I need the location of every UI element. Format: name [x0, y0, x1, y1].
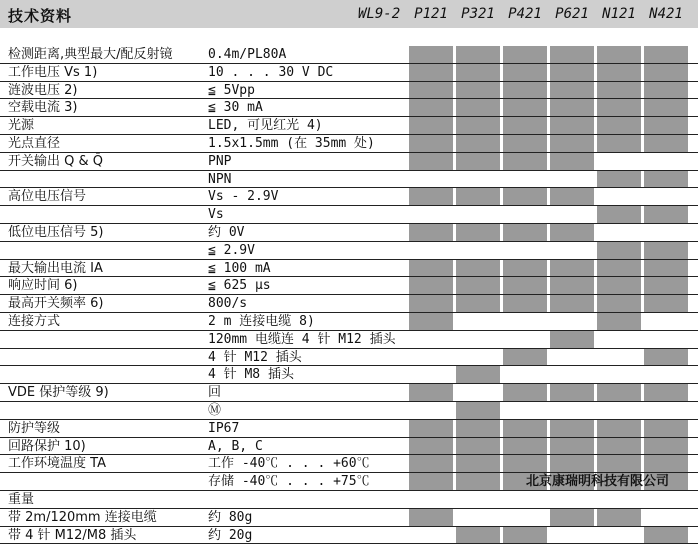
availability-cell [644, 366, 688, 384]
availability-cell [550, 420, 594, 438]
table-row [0, 402, 698, 420]
availability-cell [550, 527, 594, 544]
availability-cell [456, 420, 500, 438]
availability-cell [456, 295, 500, 313]
table-row [0, 438, 698, 456]
availability-cell [503, 349, 547, 367]
availability-cell [550, 509, 594, 527]
row-value: 工作 -40℃ . . . +60℃ [208, 456, 370, 472]
availability-cell [456, 117, 500, 135]
row-label: 响应时间 6) [8, 278, 78, 294]
availability-cell [409, 135, 453, 153]
row-label: 工作环境温度 TA [8, 456, 106, 472]
availability-cell [409, 224, 453, 242]
availability-cell [503, 171, 547, 189]
availability-cell [597, 153, 641, 171]
row-label: 带 2m/120mm 连接电缆 [8, 509, 157, 525]
availability-cell [597, 99, 641, 117]
availability-cell [456, 527, 500, 544]
availability-cell [644, 349, 688, 367]
availability-cell [550, 171, 594, 189]
availability-cell [644, 402, 688, 420]
table-row [0, 99, 698, 117]
column-header: P621 [555, 6, 589, 22]
table-row [0, 491, 698, 509]
availability-cell [550, 349, 594, 367]
availability-cell [456, 82, 500, 100]
table-row [0, 313, 698, 331]
row-value: ≦ 2.9V [208, 242, 255, 258]
availability-cell [550, 277, 594, 295]
row-value: 存储 -40℃ . . . +75℃ [208, 474, 370, 490]
table-row [0, 366, 698, 384]
availability-cell [409, 349, 453, 367]
availability-cell [644, 117, 688, 135]
table-header [0, 0, 698, 28]
table-row [0, 46, 698, 64]
table-row [0, 260, 698, 278]
availability-cell [503, 99, 547, 117]
availability-cell [456, 349, 500, 367]
availability-cell [409, 491, 453, 509]
availability-cell [644, 313, 688, 331]
availability-cell [409, 473, 453, 491]
availability-cell [409, 313, 453, 331]
availability-cell [597, 491, 641, 509]
availability-cell [503, 277, 547, 295]
availability-cell [597, 206, 641, 224]
row-value: A, B, C [208, 438, 263, 454]
table-row [0, 135, 698, 153]
availability-cell [409, 188, 453, 206]
availability-cell [503, 420, 547, 438]
row-value: 约 20g [208, 527, 253, 543]
availability-cell [550, 402, 594, 420]
availability-cell [503, 331, 547, 349]
availability-cell [456, 455, 500, 473]
availability-cell [550, 366, 594, 384]
availability-cell [503, 491, 547, 509]
availability-cell [597, 224, 641, 242]
availability-cell [456, 402, 500, 420]
availability-cell [503, 153, 547, 171]
table-row [0, 384, 698, 402]
availability-cell [644, 46, 688, 64]
table-row [0, 295, 698, 313]
availability-cell [644, 171, 688, 189]
availability-cell [550, 438, 594, 456]
availability-cell [550, 46, 594, 64]
row-label: 光源 [8, 118, 35, 134]
table-row [0, 509, 698, 527]
availability-cell [503, 242, 547, 260]
availability-cell [550, 295, 594, 313]
availability-cell [644, 135, 688, 153]
availability-cell [550, 99, 594, 117]
availability-cell [456, 224, 500, 242]
availability-cell [456, 135, 500, 153]
availability-cell [409, 64, 453, 82]
availability-cell [550, 224, 594, 242]
availability-cell [409, 366, 453, 384]
row-label: 开关输出 Q & Q̄ [8, 153, 103, 169]
row-value: ≦ 30 mA [208, 100, 263, 116]
availability-cell [597, 188, 641, 206]
availability-cell [503, 295, 547, 313]
availability-cell [597, 527, 641, 544]
column-header: P421 [508, 6, 542, 22]
table-row [0, 331, 698, 349]
availability-cell [644, 420, 688, 438]
availability-cell [503, 64, 547, 82]
row-label: 高位电压信号 [8, 189, 87, 205]
row-value: 2 m 连接电缆 8) [208, 314, 315, 329]
row-value: Ⓜ [208, 403, 222, 418]
availability-cell [409, 117, 453, 135]
availability-cell [550, 135, 594, 153]
table-row [0, 82, 698, 100]
availability-cell [409, 46, 453, 64]
availability-cell [550, 206, 594, 224]
availability-cell [597, 242, 641, 260]
availability-cell [409, 99, 453, 117]
availability-cell [597, 295, 641, 313]
availability-cell [456, 188, 500, 206]
row-label: 低位电压信号 5) [8, 225, 104, 240]
availability-cell [409, 82, 453, 100]
availability-cell [644, 64, 688, 82]
row-value: Vs [208, 207, 224, 223]
availability-cell [644, 438, 688, 456]
table-row [0, 527, 698, 544]
availability-cell [409, 438, 453, 456]
availability-cell [597, 171, 641, 189]
availability-cell [550, 242, 594, 260]
availability-cell [644, 527, 688, 544]
availability-cell [644, 224, 688, 242]
availability-cell [597, 64, 641, 82]
availability-cell [644, 491, 688, 509]
row-label: 连接方式 [8, 314, 61, 329]
row-value: 800/s [208, 296, 248, 312]
availability-cell [456, 206, 500, 224]
availability-cell [503, 384, 547, 402]
availability-cell [503, 438, 547, 456]
availability-cell [597, 260, 641, 278]
availability-cell [597, 420, 641, 438]
availability-cell [456, 509, 500, 527]
table-row [0, 349, 698, 367]
availability-cell [456, 331, 500, 349]
availability-cell [597, 349, 641, 367]
table-row [0, 153, 698, 171]
availability-cell [550, 313, 594, 331]
availability-cell [597, 366, 641, 384]
availability-cell [456, 171, 500, 189]
row-value: 10 . . . 30 V DC [208, 64, 334, 80]
availability-cell [456, 260, 500, 278]
availability-cell [456, 277, 500, 295]
availability-cell [503, 260, 547, 278]
availability-cell [409, 153, 453, 171]
availability-cell [644, 295, 688, 313]
availability-cell [550, 188, 594, 206]
availability-cell [644, 242, 688, 260]
table-row [0, 206, 698, 224]
table-row [0, 64, 698, 82]
row-label: 检测距离,典型最大/配反射镜 [8, 47, 173, 62]
row-value: PNP [208, 153, 232, 169]
availability-cell [456, 438, 500, 456]
row-value: 120mm 电缆连 4 针 M12 插头 [208, 331, 396, 347]
availability-cell [550, 331, 594, 349]
row-value: ≦ 100 mA [208, 260, 271, 276]
availability-cell [550, 117, 594, 135]
availability-cell [456, 153, 500, 171]
availability-cell [456, 99, 500, 117]
row-label: 工作电压 Vs 1) [8, 64, 98, 80]
column-header: P321 [461, 6, 495, 22]
availability-cell [503, 117, 547, 135]
availability-cell [456, 384, 500, 402]
row-value: 0.4m/PL80A [208, 47, 287, 62]
table-row [0, 188, 698, 206]
availability-cell [409, 206, 453, 224]
row-value: LED, 可见红光 4) [208, 118, 323, 134]
table-row [0, 242, 698, 260]
availability-cell [597, 509, 641, 527]
availability-cell [503, 509, 547, 527]
availability-cell [409, 242, 453, 260]
availability-cell [409, 527, 453, 544]
availability-cell [550, 64, 594, 82]
availability-cell [644, 509, 688, 527]
availability-cell [409, 171, 453, 189]
availability-cell [456, 473, 500, 491]
availability-cell [597, 384, 641, 402]
availability-cell [597, 82, 641, 100]
row-label: 最高开关频率 6) [8, 296, 104, 312]
availability-cell [409, 402, 453, 420]
availability-cell [503, 135, 547, 153]
column-header: N121 [602, 6, 636, 22]
availability-cell [409, 509, 453, 527]
row-value: 回 [208, 385, 222, 401]
table-row [0, 277, 698, 295]
row-label: 重量 [8, 492, 35, 507]
availability-cell [503, 224, 547, 242]
availability-cell [550, 260, 594, 278]
availability-cell [597, 313, 641, 331]
model-name: WL9-2 [358, 6, 401, 22]
row-value: 约 0V [208, 225, 245, 240]
watermark: 北京康瑞明科技有限公司 [526, 474, 670, 489]
table-row [0, 420, 698, 438]
row-label: 防护等级 [8, 420, 61, 436]
availability-cell [597, 117, 641, 135]
availability-cell [644, 206, 688, 224]
row-label: 最大输出电流 IA [8, 260, 103, 276]
availability-cell [644, 331, 688, 349]
row-value: ≦ 625 µs [208, 278, 271, 294]
availability-cell [503, 188, 547, 206]
availability-cell [644, 260, 688, 278]
row-value: Vs - 2.9V [208, 189, 279, 205]
availability-cell [503, 82, 547, 100]
column-header: N421 [649, 6, 683, 22]
page-title: 技术资料 [8, 7, 73, 25]
availability-cell [409, 277, 453, 295]
availability-cell [503, 527, 547, 544]
availability-cell [644, 153, 688, 171]
availability-cell [503, 46, 547, 64]
availability-cell [550, 82, 594, 100]
availability-cell [550, 153, 594, 171]
row-value: NPN [208, 171, 232, 187]
availability-cell [409, 295, 453, 313]
availability-cell [456, 491, 500, 509]
availability-cell [597, 331, 641, 349]
row-label: 空载电流 3) [8, 100, 78, 116]
availability-cell [597, 402, 641, 420]
availability-cell [456, 313, 500, 331]
availability-cell [456, 46, 500, 64]
row-label: 带 4 针 M12/M8 插头 [8, 527, 137, 543]
table-row [0, 117, 698, 135]
availability-cell [409, 260, 453, 278]
row-value: 1.5x1.5mm (在 35mm 处) [208, 136, 375, 151]
availability-cell [644, 82, 688, 100]
row-label: 涟波电压 2) [8, 82, 78, 98]
availability-cell [503, 366, 547, 384]
row-label: 光点直径 [8, 136, 61, 151]
availability-cell [503, 402, 547, 420]
row-value: 4 针 M8 插头 [208, 367, 294, 383]
availability-cell [550, 491, 594, 509]
availability-cell [409, 331, 453, 349]
table-row [0, 224, 698, 242]
availability-cell [597, 277, 641, 295]
table-row [0, 171, 698, 189]
row-value: 约 80g [208, 509, 253, 525]
availability-cell [503, 206, 547, 224]
row-label: VDE 保护等级 9) [8, 385, 109, 401]
availability-cell [550, 384, 594, 402]
row-value: 4 针 M12 插头 [208, 349, 302, 365]
row-label: 回路保护 10) [8, 438, 86, 454]
availability-cell [644, 384, 688, 402]
column-header: P121 [414, 6, 448, 22]
availability-cell [456, 242, 500, 260]
availability-cell [597, 135, 641, 153]
availability-cell [503, 313, 547, 331]
availability-cell [456, 366, 500, 384]
row-value: IP67 [208, 420, 240, 436]
availability-cell [644, 277, 688, 295]
availability-cell [409, 420, 453, 438]
availability-cell [597, 46, 641, 64]
availability-cell [409, 384, 453, 402]
availability-cell [644, 188, 688, 206]
row-value: ≦ 5Vpp [208, 82, 255, 98]
availability-cell [409, 455, 453, 473]
availability-cell [456, 64, 500, 82]
availability-cell [644, 99, 688, 117]
availability-cell [597, 438, 641, 456]
